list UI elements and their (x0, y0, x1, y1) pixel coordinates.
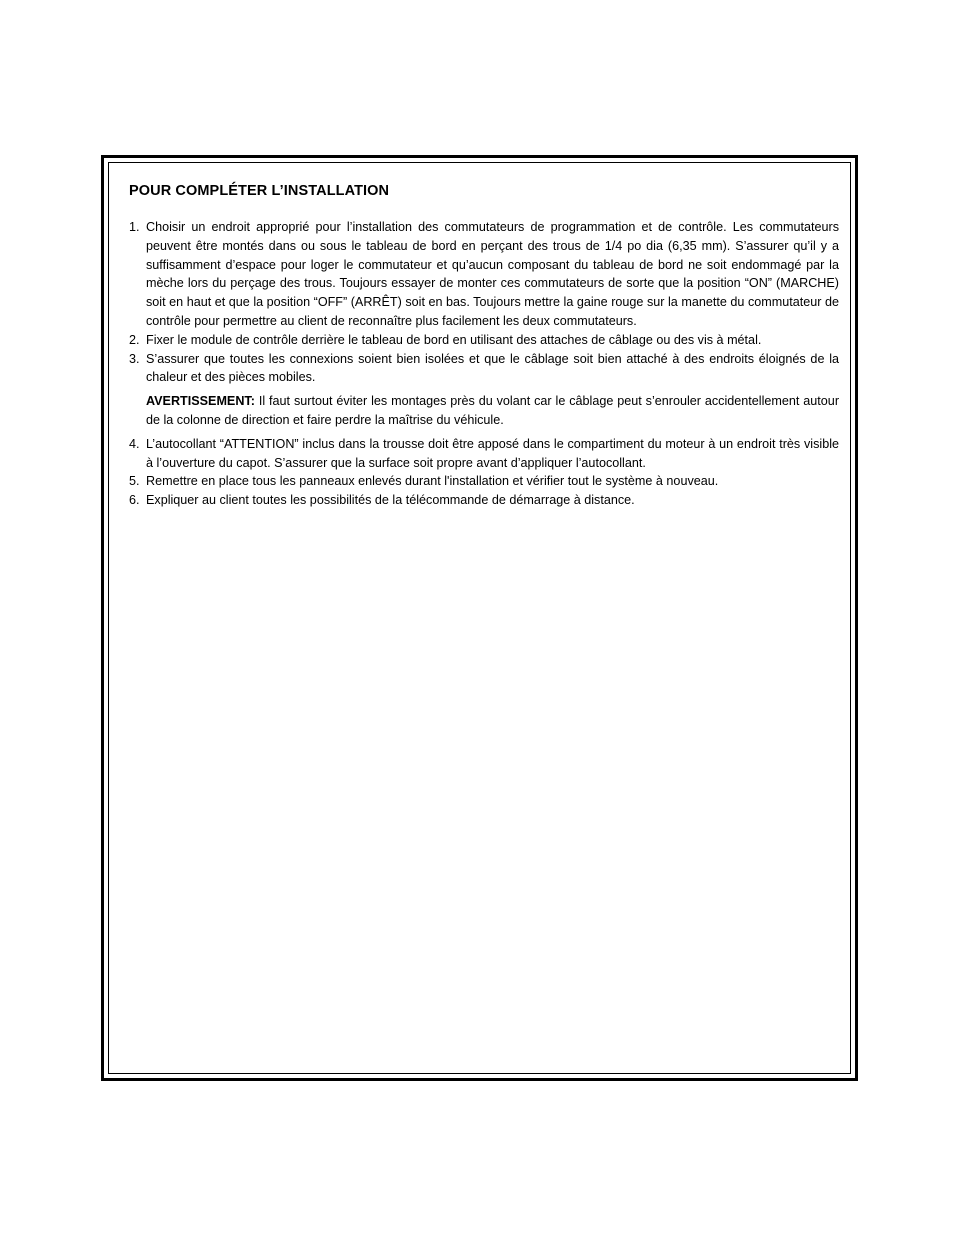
item-text: Expliquer au client toutes les possibilités de la télécommande de démarrage à distance. (146, 493, 635, 508)
list-item (129, 350, 839, 388)
item-number: 2. (129, 332, 140, 347)
document-frame (101, 155, 858, 1081)
item-text: S’assurer que toutes les connexions soient bien isolées et que le câblage soit bien attaché à des endroits éloignés de la chaleur et des pièces mobiles. (146, 351, 839, 385)
list-item (129, 472, 839, 491)
item-number: 6. (129, 493, 140, 508)
item-text: L’autocollant “ATTENTION” inclus dans la trousse doit être apposé dans le compartiment du moteur à un endroit très visible à l’ouverture du capot. S’assurer que la surface soit propre avant d’appliquer l’autocollant. (146, 436, 839, 470)
item-number: 1. (129, 220, 140, 234)
item-text: Fixer le module de contrôle derrière le tableau de bord en utilisant des attaches de câblage ou des vis à métal. (146, 332, 762, 347)
list-item (129, 331, 839, 350)
warning-text: Il faut surtout éviter les montages près du volant car le câblage peut s’enrouler accidentellement autour de la colonne de direction et faire perdre la maîtrise du véhicule. (146, 394, 840, 427)
item-text: Remettre en place tous les panneaux enlevés durant l'installation et vérifier tout le système à nouveau. (146, 474, 719, 489)
item-number: 4. (129, 436, 140, 451)
item-number: 5. (129, 474, 140, 489)
item-text: Choisir un endroit approprié pour l’installation des commutateurs de programmation et de contrôle. Les commutateurs peuvent être montés dans ou sous le tableau de bord en perçant des trous de 1/4 po dia (6,35 mm). S’assurer qu’il y a suffisamment d’espace pour loger le commutateur et qu’aucun composant du tableau de bord ne soit endommagé par la mèche lors du perçage des trous. Toujours essayer de monter ces commutateurs de sorte que la position “ON” (MARCHE) soit en haut et que la position “OFF” (ARRÊT) soit en bas. Toujours mettre la gaine rouge sur la manette du commutateur de contrôle pour permettre au client de reconnaître plus facilement les deux commutateurs. (146, 220, 839, 328)
warning-label: AVERTISSEMENT: (146, 394, 255, 409)
warning-note (129, 392, 839, 430)
item-number: 3. (129, 351, 140, 366)
document-content (129, 183, 839, 510)
instruction-list (129, 218, 839, 510)
document-inner-frame (108, 162, 851, 1074)
section-title: POUR COMPLÉTER L’INSTALLATION (129, 183, 390, 199)
list-item (129, 435, 839, 473)
list-item (129, 218, 839, 331)
list-item (129, 491, 839, 510)
